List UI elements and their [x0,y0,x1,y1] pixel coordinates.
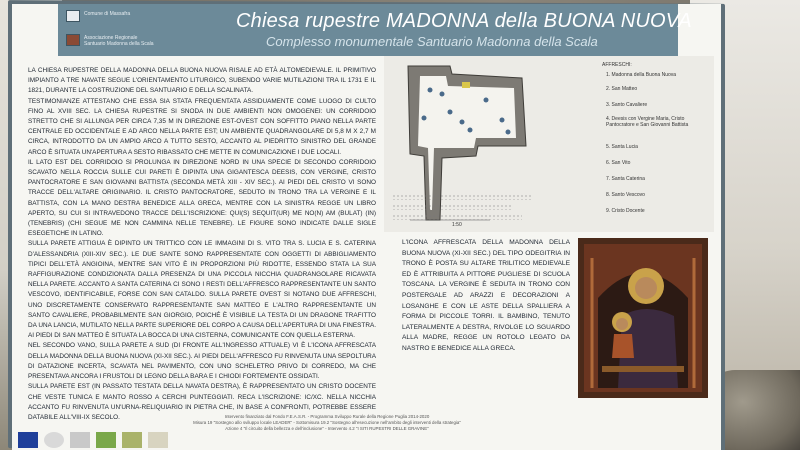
legend-item: 3. Santo Cavaliere [606,102,648,108]
association-logo [66,34,80,46]
paragraph: LA CHIESA RUPESTRE DELLA MADONNA DELLA BUONA NUOVA RISALE AD ETÀ ALTOMEDIEVALE. IL PRIMITIVO IMPIANTO A TRE NAVATE SEGUE L'ORIENTAMENTO LITURGICO, SUBENDO VARIE MUTILAZIONI TRA IL 1731 E IL 1821, DURANTE LA COSTRUZIONE DEL SANTUARIO E DELLA SCALINATA. [28,67,376,95]
paragraph: TESTIMONIANZE ATTESTANO CHE ESSA SIA STATA FREQUENTATA ASSIDUAMENTE COME LUOGO DI CULTO FINO AL XVIII SEC. LA CHIESA RUPESTRE SI SNODA IN DUE AMBIENTI NON OMOGENEI: UN CORRIDOIO STRETTO CHE SI ALLUNGA PER CIRCA 7,35 M IN DIREZIONE EST-OVEST CON SOFFITTO PIANO NELLA PARTE CENTRALE ED OCCIDENTALE E AD ARCO NELLA PARTE EST; UN AMBIENTE QUADRANGOLARE DI 5,8 M X 2,7 M CIRCA, INTRODOTTO DA UN AMPIO ARCO A TUTTO SESTO, ACCANTO AL PIEDRITTO SINISTRO DEL GRANDE ARCO È SITUATA UN'APERTURA A SESTO RIBASSATO CHE METTE IN COMUNICAZIONE I DUE LOCALI. [28,97,376,156]
footer-logos [12,430,721,450]
eu-flag-icon [18,432,38,448]
region-logo-icon [70,432,90,448]
legend-title: AFFRESCHI: [602,62,632,68]
braille-strip [392,204,512,210]
paragraph: SULLA PARETE EST (IN PASSATO TESTATA DELLA NAVATA DESTRA), È RAPPRESENTATO UN CRISTO DOCENTE CHE VESTE TUNICA E MANTO ROSSO A CERCHI PUNTEGGIATI. RECA L'ISCRIZIONE: IC/XC. NELLA NICCHIA ACCANTO FU RINVENUTA UN'URNA-RELIQUIARIO IN PIETRA CHE, IN BASE A CONFRONTI, POTREBBE ESSERE DATABILE ALL'VIII-IX SECOLO. [28,383,376,421]
legend-item: 2. San Matteo [606,86,638,92]
leader-logo-icon [96,432,116,448]
legend-item: 4. Deesis con Vergine Maria, Cristo Pantocratore e San Giovanni Battista [606,116,689,128]
republic-emblem-icon [44,432,64,448]
paragraph: IL LATO EST DEL CORRIDOIO SI PROLUNGA IN DIREZIONE NORD IN UNA SPECIE DI SECONDO CORRIDOIO SCAVATO NELLA ROCCIA SULLE CUI PARETI È DIPINTA UNA GIGANTESCA DEESIS, CON VERGINE, CRISTO PANTOCRATORE E SAN GIOVANNI BATTISTA (SECONDA METÀ XIII - XIV SEC.). AI PIEDI DEL CRISTO VI SONO TRACCE DELL'ALTARE ORIGINARIO. IL CRISTO PANTOCRATORE, SEDUTO IN TRONO TRA LA VERGINE E IL BATTISTA, CON LA MANO DESTRA BENEDICE ALLA GRECA, MENTRE CON LA SINISTRA REGGE UN LIBRO APERTO, SU CUI SI INTRAVEDONO TRACCE DELL'ISCRIZIONE: QUI(S) SEQUIT(UR) ME NO(N) AM (BULAT) (IN) (TENEBRIS) (CHI SEGUE ME NON CAMMINA NELLE TENEBRE). LE FIGURE SONO INDICATE DALLE SIGLE ESEGETICHE IN LATINO. [28,158,376,238]
information-board [12,4,721,450]
legend-item: 6. San Vito [606,160,631,166]
madonna-fresco-image [578,238,708,398]
legend-item: 1. Madonna della Buona Nuova [606,72,677,78]
board-header [58,4,692,56]
board-title: Chiesa rupestre MADONNA della BUONA NUOVA [236,10,692,32]
funding-line: Intervento finanziato dal Fondo F.E.A.S.R. - Programma Sviluppo Rurale della Regione Puglia 2014-2020 [224,414,430,419]
funding-line: Misura 19 "Sostegno allo sviluppo locale LEADER" - Sottomisura 19.2 "Sostegno all'esecuzione nell'ambito degli interventi della strategia" [193,420,461,425]
municipality-logo [66,10,80,22]
board-subtitle: Complesso monumentale Santuario Madonna della Scala [266,34,598,49]
legend-item: 9. Cristo Docente [606,208,645,214]
logo2-text: Associazione Regionale Santuario Madonna della Scala [84,35,154,47]
icon-description: L'ICONA AFFRESCATA DELLA MADONNA DELLA BUONA NUOVA (XI-XII SEC.) DEL TIPO ODEGITRIA IN TRONO È POSTA SU ALTARE TRILITICO MEDIEVALE ED È ATTRIBUITA A PITTORE PUGLIESE DI SCUOLA TOSCANA. LA VERGINE È SEDUTA IN TRONO CON POSTERGALE AD ARAZZI E DECORAZIONI A LOSANGHE E CON LE ASTE DELLA SPALLIERA A FORMA DI PICCOLE TORRI. IL BAMBINO, TENUTO LATERALMENTE A DESTRA, RIVOLGE LO SGUARDO ALLA MADRE, REGGE UN ROTOLO LEGATO DA NASTRO E BENEDICE ALLA GRECA. [402,239,570,352]
legend-item: 5. Santa Lucia [606,144,638,150]
funding-line: Azione 4 "Il circuito della bellezza e dell'inclusione" - Intervento 4.2 "I SITI RUPESTRI DELLE GRAVINE" [225,426,429,431]
main-description [28,66,376,423]
plan-scale: 1:50 [452,222,462,228]
partner-logo-icon [148,432,168,448]
legend-item: 8. Santo Vescovo [606,192,645,198]
braille-strip [392,214,522,220]
paragraph: SULLA PARETE ATTIGUA È DIPINTO UN TRITTICO CON LE IMMAGINI DI S. VITO TRA S. LUCIA E S. CATERINA D'ALESSANDRIA (XIII-XIV SEC.). LE DUE SANTE SONO RAPPRESENTATE CON OGGETTI DI ABBIGLIAMENTO TIPICI DELL'ETÀ ANGIOINA, MENTRE SAN VITO È IN PROPORZIONI PIÙ RIDOTTE, ESSENDO STATA LA SUA RAFFIGURAZIONE CONDIZIONATA DALLA PRESENZA DI UNA PICCOLA NICCHIA QUADRANGOLARE RICAVATA NELLA PARETE. ACCANTO A SANTA CATERINA CI SONO I RESTI DELL'AFFRESCO RAPPRESENTANTE UN SANTO VESCOVO, IDENTIFICABILE, FORSE CON SAN CATALDO. SULLA PARETE OVEST SI NOTANO DUE AFFRESCHI, UNO DISCRETAMENTE CONSERVATO RAPPRESENTANTE SAN MATTEO E L'ALTRO RAPPRESENTANTE UN SANTO CAVALIERE, PROBABILMENTE SAN GIORGIO, POICHÉ È VISIBILE LA TESTA DI UN DRAGONE TRAFITTO DA UNA LANCIA, MUTILATO NELLA PARTE SUPERIORE DEL CORPO A CAUSA DELL'APERTURA DI UNA FINESTRA. AI PIEDI DI SAN MATTEO È SITUATA LA BOCCA DI UNA CISTERNA, COMUNICANTE CON QUELLA ESTERNA. [28,240,376,340]
madonna-fresco-drawing [578,238,708,398]
logo1-text: Comune di Massafra [84,11,131,17]
gal-logo-icon [122,432,142,448]
braille-strip [392,194,532,200]
legend-item: 7. Santa Caterina [606,176,645,182]
paragraph: NEL SECONDO VANO, SULLA PARETE A SUD (DI FRONTE ALL'INGRESSO ATTUALE) VI È L'ICONA AFFRESCATA DELLA MADONNA DELLA BUONA NUOVA (XI-XII SEC.). AI PIEDI DELL'AFFRESCO FU RINVENUTA UNA SEPOLTURA DI DATAZIONE INCERTA, SCAVATA NEL PAVIMENTO, CON UNO SCHELETRO PRIVO DI CORREDO, MA CHE PRESENTAVA ANCORA I FRUSTOLI DI LEGNO DELLA BARA E I CHIODI FORTEMENTE OSSIDATI. [28,342,376,381]
